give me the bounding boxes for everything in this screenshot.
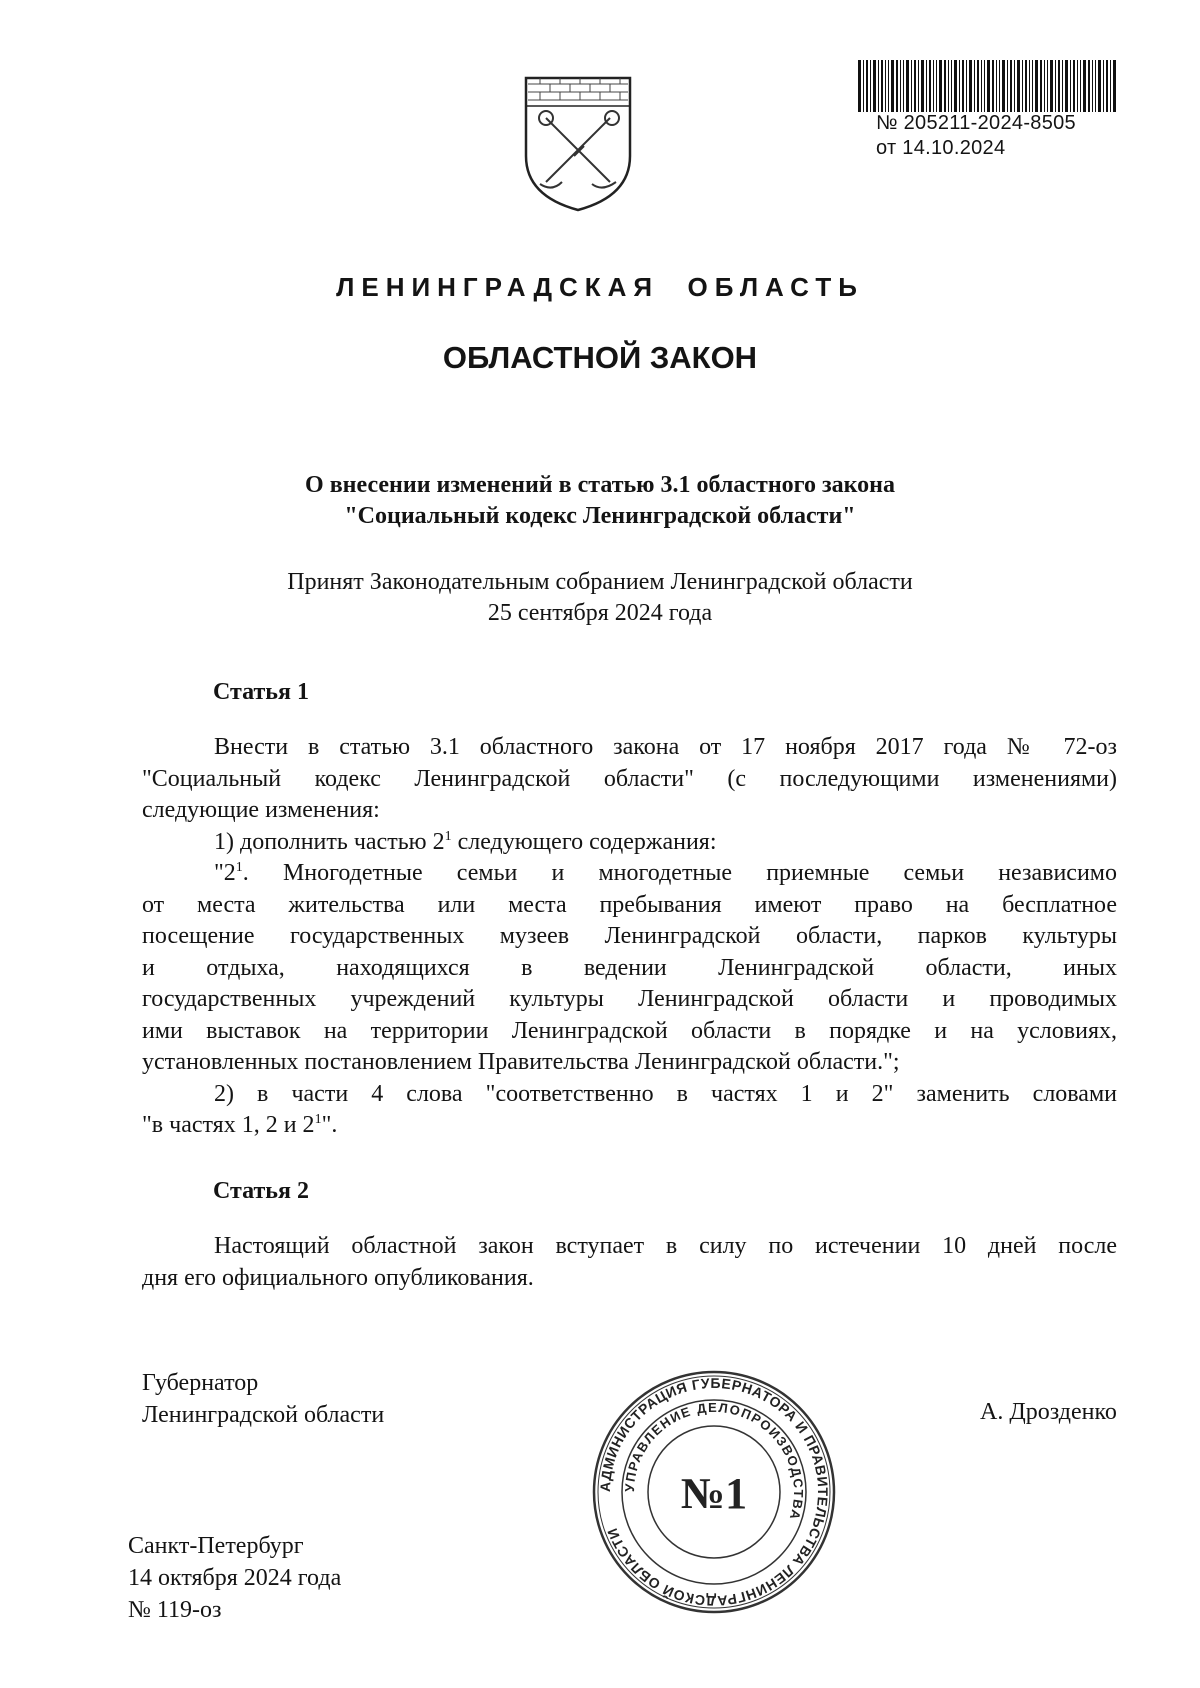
article-2-heading: Статья 2: [213, 1178, 309, 1204]
stamp-inner-textpath: УПРАВЛЕНИЕ ДЕЛОПРОИЗВОДСТВА: [621, 1399, 807, 1523]
signatory-name: А. Дрозденко: [980, 1399, 1117, 1425]
article-1-line: следующие изменения:: [142, 797, 380, 823]
text-run: . Многодетные семьи и многодетные приемные семьи независимо: [242, 860, 1117, 886]
text-run: следующего содержания:: [451, 828, 717, 855]
barcode: [858, 60, 1118, 112]
coat-of-arms-emblem: [520, 72, 636, 214]
text-run: ".: [321, 1112, 338, 1138]
text-run: "2: [214, 860, 236, 886]
quoted-part-line: установленных постановлением Правительства Ленинградской области.";: [142, 1049, 900, 1075]
signing-date: 14 октября 2024 года: [128, 1565, 342, 1591]
amendment-item-1: [142, 827, 1117, 859]
law-title-line: "Социальный кодекс Ленинградской области": [344, 503, 856, 529]
quoted-part-line: от места жительства или места пребывания имеют право на бесплатное: [142, 891, 1117, 918]
adoption-date: 25 сентября 2024 года: [487, 600, 713, 626]
superscript: 1: [235, 860, 243, 875]
registration-date: от 14.10.2024: [876, 137, 1006, 159]
law-number: № 119-оз: [128, 1597, 222, 1623]
quoted-part-line: ими выставок на территории Ленинградской области в порядке и на условиях,: [142, 1017, 1117, 1044]
amendment-item-2-end: [142, 1110, 1117, 1142]
place-and-date: [128, 1530, 341, 1626]
article-1-line: Внести в статью 3.1 областного закона от 17 ноября 2017 года № 72-оз: [214, 734, 1117, 760]
document-type-heading: ОБЛАСТНОЙ ЗАКОН: [442, 340, 758, 375]
article-2-body: [142, 1231, 1117, 1294]
law-title: [0, 470, 1200, 532]
superscript: 1: [314, 1112, 322, 1127]
amendment-item-2: 2) в части 4 слова "соответственно в частях 1 и 2" заменить словами: [214, 1080, 1117, 1107]
article-2-line: дня его официального опубликования.: [142, 1264, 534, 1291]
stamp-outer-textpath: АДМИНИСТРАЦИЯ ГУБЕРНАТОРА И ПРАВИТЕЛЬСТВА ЛЕНИНГРАДСКОЙ ОБЛАСТИ: [596, 1374, 832, 1610]
article-2-line: Настоящий областной закон вступает в силу по истечении 10 дней после: [214, 1233, 1117, 1259]
signatory-title-line: Ленинградской области: [142, 1402, 385, 1428]
signing-city: Санкт-Петербург: [128, 1533, 304, 1559]
signatory-title-line: Губернатор: [142, 1370, 259, 1396]
registration-number: № 205211-2024-8505: [876, 112, 1076, 134]
adoption-line: Принят Законодательным собранием Ленинградской области: [287, 569, 913, 595]
quoted-part-line: посещение государственных музеев Ленинградской области, парков культуры: [142, 923, 1117, 949]
adoption-note: [0, 567, 1200, 629]
article-1-body: [142, 732, 1117, 1142]
law-title-line: О внесении изменений в статью 3.1 областного закона: [305, 472, 895, 498]
stamp-number: №1: [680, 1469, 748, 1518]
superscript: 1: [444, 828, 452, 844]
text-run: 1) дополнить частью 2: [214, 828, 445, 855]
article-1-heading: Статья 1: [213, 679, 309, 705]
quoted-part-line: и отдыха, находящихся в ведении Ленинградской области, иных: [142, 954, 1117, 981]
signatory-title: [142, 1367, 384, 1431]
article-1-line: "Социальный кодекс Ленинградской области" (с последующими изменениями): [142, 765, 1117, 792]
quoted-part-line: [142, 858, 1117, 890]
official-stamp: [590, 1368, 838, 1616]
quoted-part-line: государственных учреждений культуры Ленинградской области и проводимых: [142, 986, 1117, 1012]
text-run: "в частях 1, 2 и 2: [142, 1112, 315, 1138]
region-heading: ЛЕНИНГРАДСКАЯ ОБЛАСТЬ: [336, 272, 864, 302]
